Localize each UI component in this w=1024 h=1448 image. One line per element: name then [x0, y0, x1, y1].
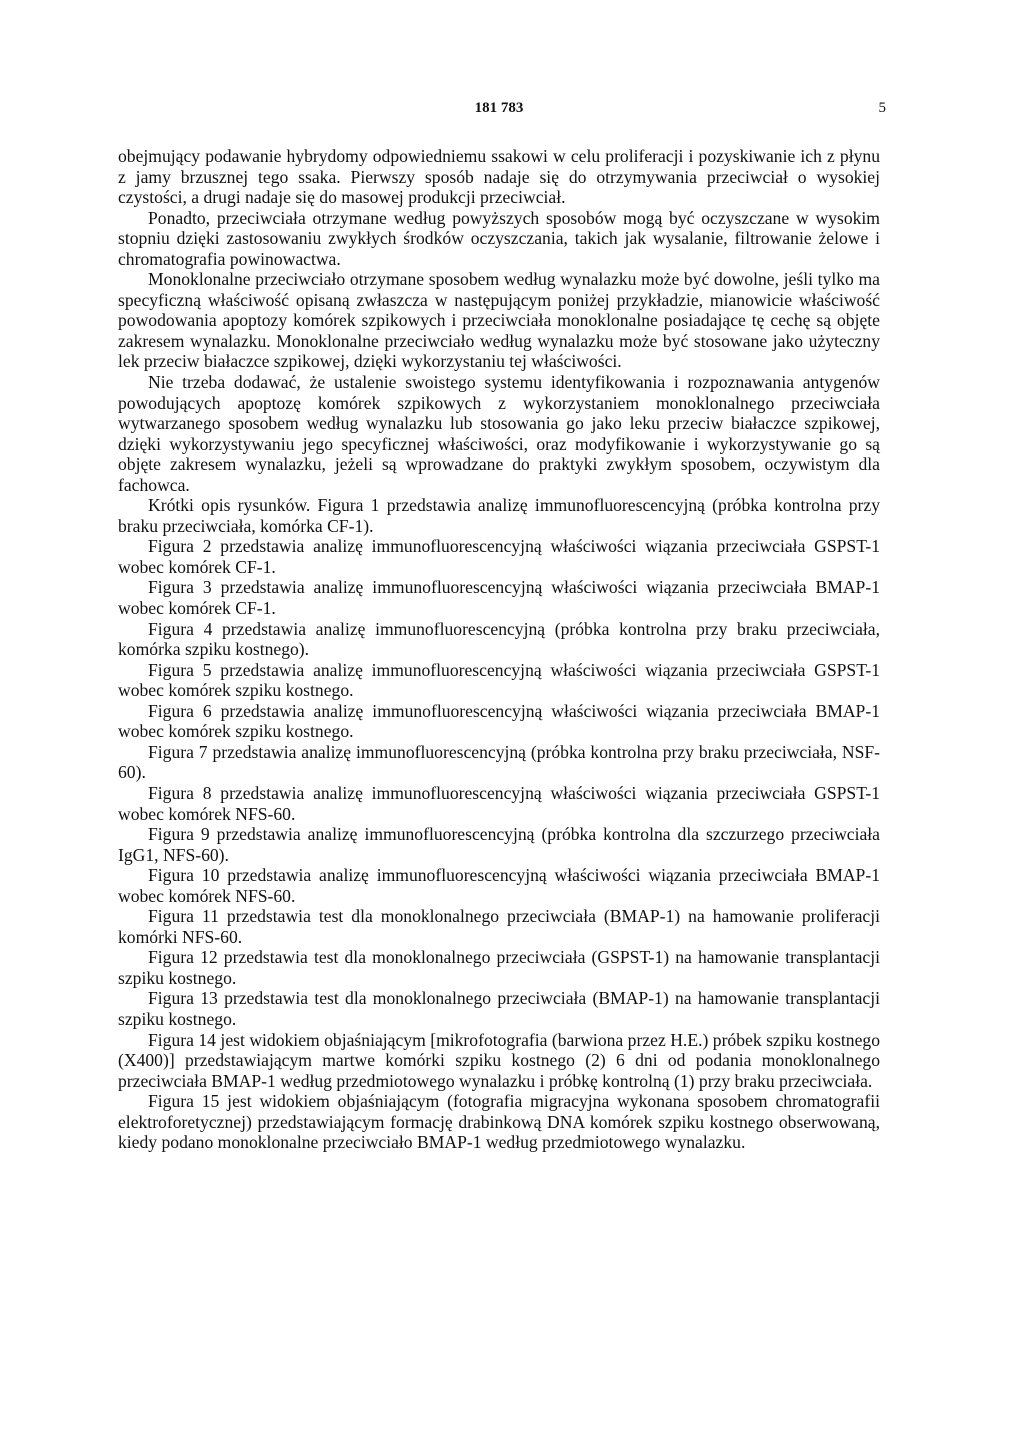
figure-description: Figura 15 jest widokiem objaśniającym (fotografia migracyjna wykonana sposobem chromatografii elektroforetycznej) przedstawiającym formację drabinkową DNA komórek szpiku kostnego obserwowaną, kiedy podano monoklonalne przeciwciało BMAP-1 według przedmiotowego wynalazku.	[118, 1091, 880, 1153]
page-number: 5	[878, 100, 886, 116]
figure-description: Figura 12 przedstawia test dla monoklonalnego przeciwciała (GSPST-1) na hamowanie transplantacji szpiku kostnego.	[118, 947, 880, 988]
figure-description: Figura 3 przedstawia analizę immunofluorescencyjną właściwości wiązania przeciwciała BMAP-1 wobec komórek CF-1.	[118, 577, 880, 619]
figure-description: Figura 7 przedstawia analizę immunofluorescencyjną (próbka kontrolna przy braku przeciwciała, NSF-60).	[118, 741, 880, 783]
figure-description: Figura 9 przedstawia analizę immunofluorescencyjną (próbka kontrolna dla szczurzego przeciwciała IgG1, NFS-60).	[118, 824, 880, 865]
figure-description: Figura 13 przedstawia test dla monoklonalnego przeciwciała (BMAP-1) na hamowanie transplantacji szpiku kostnego.	[118, 988, 880, 1029]
figure-description: Figura 14 jest widokiem objaśniającym [mikrofotografia (barwiona przez H.E.) próbek szpiku kostnego (X400)] przedstawiającym martwe komórki szpiku kostnego (2) 6 dni od podania monoklonalnego przeciwciała BMAP-1 według przedmiotowego wynalazku i próbkę kontrolną (1) przy braku przeciwciała.	[118, 1029, 880, 1091]
document-number: 181 783	[474, 100, 524, 116]
figure-description: Figura 6 przedstawia analizę immunofluorescencyjną właściwości wiązania przeciwciała BMAP-1 wobec komórek szpiku kostnego.	[118, 700, 880, 742]
figure-description: Figura 4 przedstawia analizę immunofluorescencyjną (próbka kontrolna przy braku przeciwciała, komórka szpiku kostnego).	[118, 618, 880, 660]
figure-description: Figura 11 przedstawia test dla monoklonalnego przeciwciała (BMAP-1) na hamowanie proliferacji komórki NFS-60.	[118, 906, 880, 947]
document-body	[118, 146, 880, 1153]
paragraph: Krótki opis rysunków. Figura 1 przedstawia analizę immunofluorescencyjną (próbka kontrolna przy braku przeciwciała, komórka CF-1).	[118, 495, 880, 536]
figure-description: Figura 10 przedstawia analizę immunofluorescencyjną właściwości wiązania przeciwciała BMAP-1 wobec komórek NFS-60.	[118, 865, 880, 906]
page-header	[118, 98, 886, 122]
paragraph-continuation: obejmujący podawanie hybrydomy odpowiedniemu ssakowi w celu proliferacji i pozyskiwanie ich z płynu z jamy brzusznej tego ssaka. Pierwszy sposób nadaje się do otrzymywania przeciwciał o wysokiej czystości, a drugi nadaje się do masowej produkcji przeciwciał.	[118, 146, 880, 208]
figure-description: Figura 8 przedstawia analizę immunofluorescencyjną właściwości wiązania przeciwciała GSPST-1 wobec komórek NFS-60.	[118, 782, 880, 824]
paragraph: Nie trzeba dodawać, że ustalenie swoistego systemu identyfikowania i rozpoznawania antygenów powodujących apoptozę komórek szpikowych z wykorzystaniem monoklonalnego przeciwciała wytwarzanego sposobem według wynalazku lub stosowania go jako leku przeciw białaczce szpikowej, dzięki wykorzystywaniu jego specyficznej właściwości, oraz modyfikowanie i wykorzystywanie go są objęte zakresem wynalazku, jeżeli są wprowadzane do praktyki zwykłym sposobem, oczywistym dla fachowca.	[118, 372, 880, 495]
figure-description: Figura 2 przedstawia analizę immunofluorescencyjną właściwości wiązania przeciwciała GSPST-1 wobec komórek CF-1.	[118, 536, 880, 577]
figure-description: Figura 5 przedstawia analizę immunofluorescencyjną właściwości wiązania przeciwciała GSPST-1 wobec komórek szpiku kostnego.	[118, 659, 880, 701]
paragraph: Ponadto, przeciwciała otrzymane według powyższych sposobów mogą być oczyszczane w wysokim stopniu dzięki zastosowaniu zwykłych środków oczyszczania, takich jak wysalanie, filtrowanie żelowe i chromatografia powinowactwa.	[118, 207, 880, 269]
paragraph: Monoklonalne przeciwciało otrzymane sposobem według wynalazku może być dowolne, jeśli tylko ma specyficzną właściwość opisaną zwłaszcza w następującym poniżej przykładzie, mianowicie właściwość powodowania apoptozy komórek szpikowych i przeciwciała monoklonalne posiadające tę cechę są objęte zakresem wynalazku. Monoklonalne przeciwciało według wynalazku może być stosowane jako użyteczny lek przeciw białaczce szpikowej, dzięki wykorzystaniu tej właściwości.	[118, 269, 880, 372]
